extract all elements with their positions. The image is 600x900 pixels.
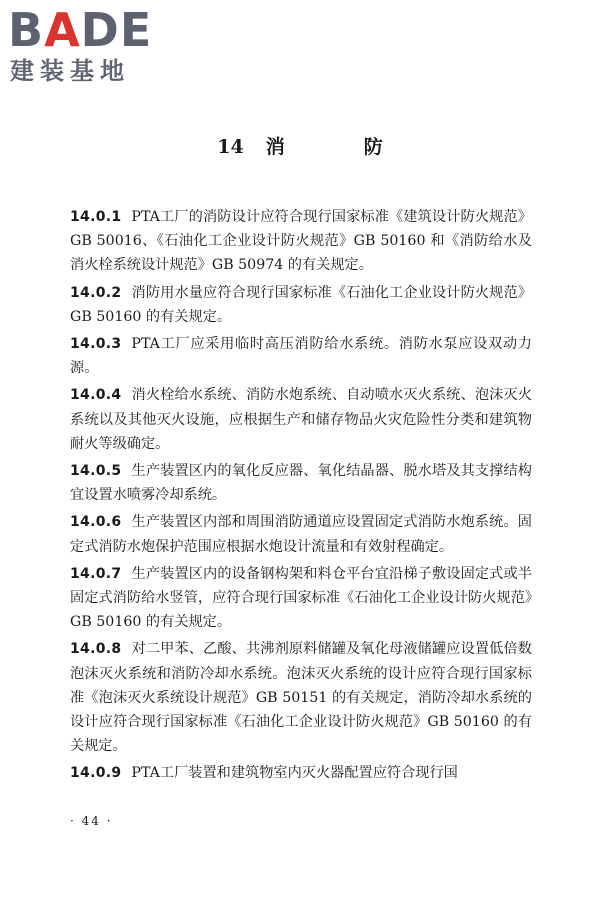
- page-number: · 44 ·: [70, 814, 113, 828]
- chapter-heading: [0, 132, 600, 159]
- clause-text: 消防用水量应符合现行国家标准《石油化工企业设计防火规范》GB 50160 的有关规定。: [70, 284, 532, 325]
- clause-number: 14.0.6: [70, 514, 122, 531]
- clause: [70, 459, 532, 507]
- clause-number: 14.0.8: [70, 641, 122, 658]
- clause: [70, 332, 532, 380]
- logo-letters-de: DE: [80, 3, 153, 57]
- bade-logo: [8, 3, 178, 86]
- clause: [70, 383, 532, 456]
- clause: [70, 205, 532, 278]
- clause-text: PTA工厂应采用临时高压消防给水系统。消防水泵应设双动力源。: [70, 336, 532, 377]
- clause-text: 消火栓给水系统、消防水炮系统、自动喷水灭火系统、泡沫灭火系统以及其他灭火设施，应根据生产和储存物品火灾危险性分类和建筑物耐火等级确定。: [70, 387, 532, 452]
- clause-text: PTA工厂的消防设计应符合现行国家标准《建筑设计防火规范》GB 50016、《石油化工企业设计防火规范》GB 50160 和《消防给水及消火栓系统设计规范》GB 50974 的有关规定。: [70, 209, 532, 274]
- logo-letter-a: A: [44, 3, 81, 57]
- clause-number: 14.0.2: [70, 284, 122, 301]
- clause: [70, 281, 532, 329]
- clause: [70, 637, 532, 758]
- clause: [70, 761, 532, 785]
- clause-number: 14.0.5: [70, 463, 122, 480]
- logo-tagline: 建装基地: [10, 57, 130, 85]
- clause-text: 生产装置区内的设备钢构架和料仓平台宜沿梯子敷设固定式或半固定式消防给水竖管，应符合现行国家标准《石油化工企业设计防火规范》GB 50160 的有关规定。: [70, 565, 532, 631]
- chapter-number: 14: [217, 136, 244, 158]
- clause-list: [70, 205, 532, 789]
- clause-number: 14.0.9: [70, 765, 122, 782]
- chapter-title: 消 防: [265, 136, 413, 158]
- clause-number: 14.0.7: [70, 565, 122, 582]
- clause-text: 生产装置区内的氧化反应器、氧化结晶器、脱水塔及其支撑结构宜设置水喷雾冷却系统。: [70, 463, 532, 504]
- logo-wordmark: [8, 3, 153, 57]
- clause-text: PTA工厂装置和建筑物室内灭火器配置应符合现行国: [131, 765, 458, 782]
- clause: [70, 510, 532, 558]
- clause-text: 生产装置区内部和周围消防通道应设置固定式消防水炮系统。固定式消防水炮保护范围应根据水炮设计流量和有效射程确定。: [70, 514, 532, 555]
- clause: [70, 562, 532, 635]
- clause-number: 14.0.1: [70, 209, 122, 225]
- clause-text: 对二甲苯、乙酸、共沸剂原料储罐及氧化母液储罐应设置低倍数泡沫灭火系统和消防冷却水系统。泡沫灭火系统的设计应符合现行国家标准《泡沫灭火系统设计规范》GB 50151 的有关规定，消防冷却水系统的设计应符合现行国家标准《石油化工企业设计防火规范》GB 50160 的有关规定。: [70, 641, 532, 755]
- clause-number: 14.0.3: [70, 336, 122, 353]
- clause-number: 14.0.4: [70, 387, 122, 404]
- logo-letter-b: B: [8, 3, 45, 57]
